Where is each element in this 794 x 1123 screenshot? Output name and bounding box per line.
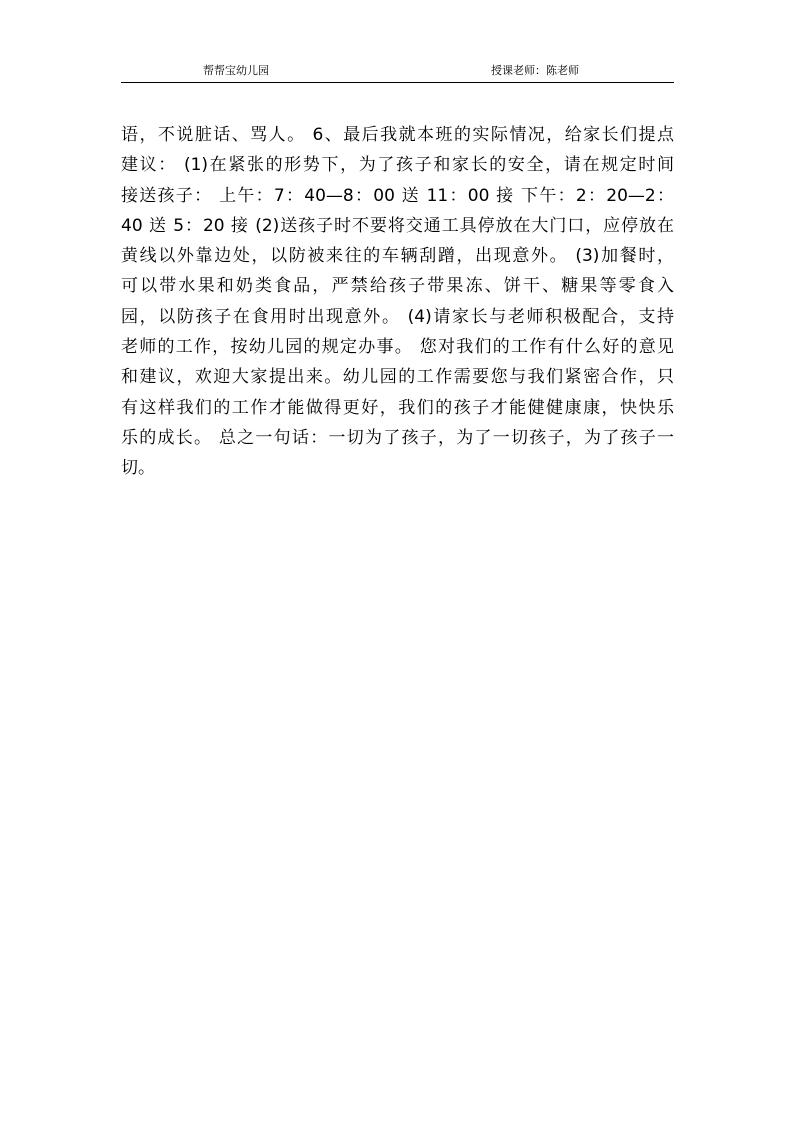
text-line: 建议： (1)在紧张的形势下，为了孩子和家长的安全，请在规定时间 [121, 155, 674, 176]
header-school-name: 帮帮宝幼儿园 [203, 64, 269, 77]
document-body [121, 120, 674, 484]
header-teacher-name: 授课老师：陈老师 [491, 64, 579, 77]
text-line: 老师的工作，按幼儿园的规定办事。 您对我们的工作有什么好的意见 [121, 337, 674, 358]
text-line: 切。 [121, 458, 155, 479]
page-header [121, 62, 674, 83]
text-line: 接送孩子： 上午：7：40—8：00 送 11：00 接 下午：2：20—2： [121, 185, 674, 206]
text-line: 黄线以外靠边处，以防被来往的车辆刮蹭，出现意外。 (3)加餐时， [121, 246, 674, 267]
text-line: 有这样我们的工作才能做得更好，我们的孩子才能健健康康，快快乐 [121, 397, 674, 418]
text-line: 乐的成长。 总之一句话：一切为了孩子，为了一切孩子，为了孩子一 [121, 427, 674, 448]
text-line: 和建议，欢迎大家提出来。幼儿园的工作需要您与我们紧密合作，只 [121, 367, 674, 388]
text-line: 语，不说脏话、骂人。 6、最后我就本班的实际情况，给家长们提点 [121, 125, 674, 145]
text-line: 可以带水果和奶类食品，严禁给孩子带果冻、饼干、糖果等零食入 [121, 276, 674, 297]
text-line: 40 送 5：20 接 (2)送孩子时不要将交通工具停放在大门口，应停放在 [121, 215, 674, 236]
text-line: 园，以防孩子在食用时出现意外。 (4)请家长与老师积极配合，支持 [121, 306, 674, 327]
